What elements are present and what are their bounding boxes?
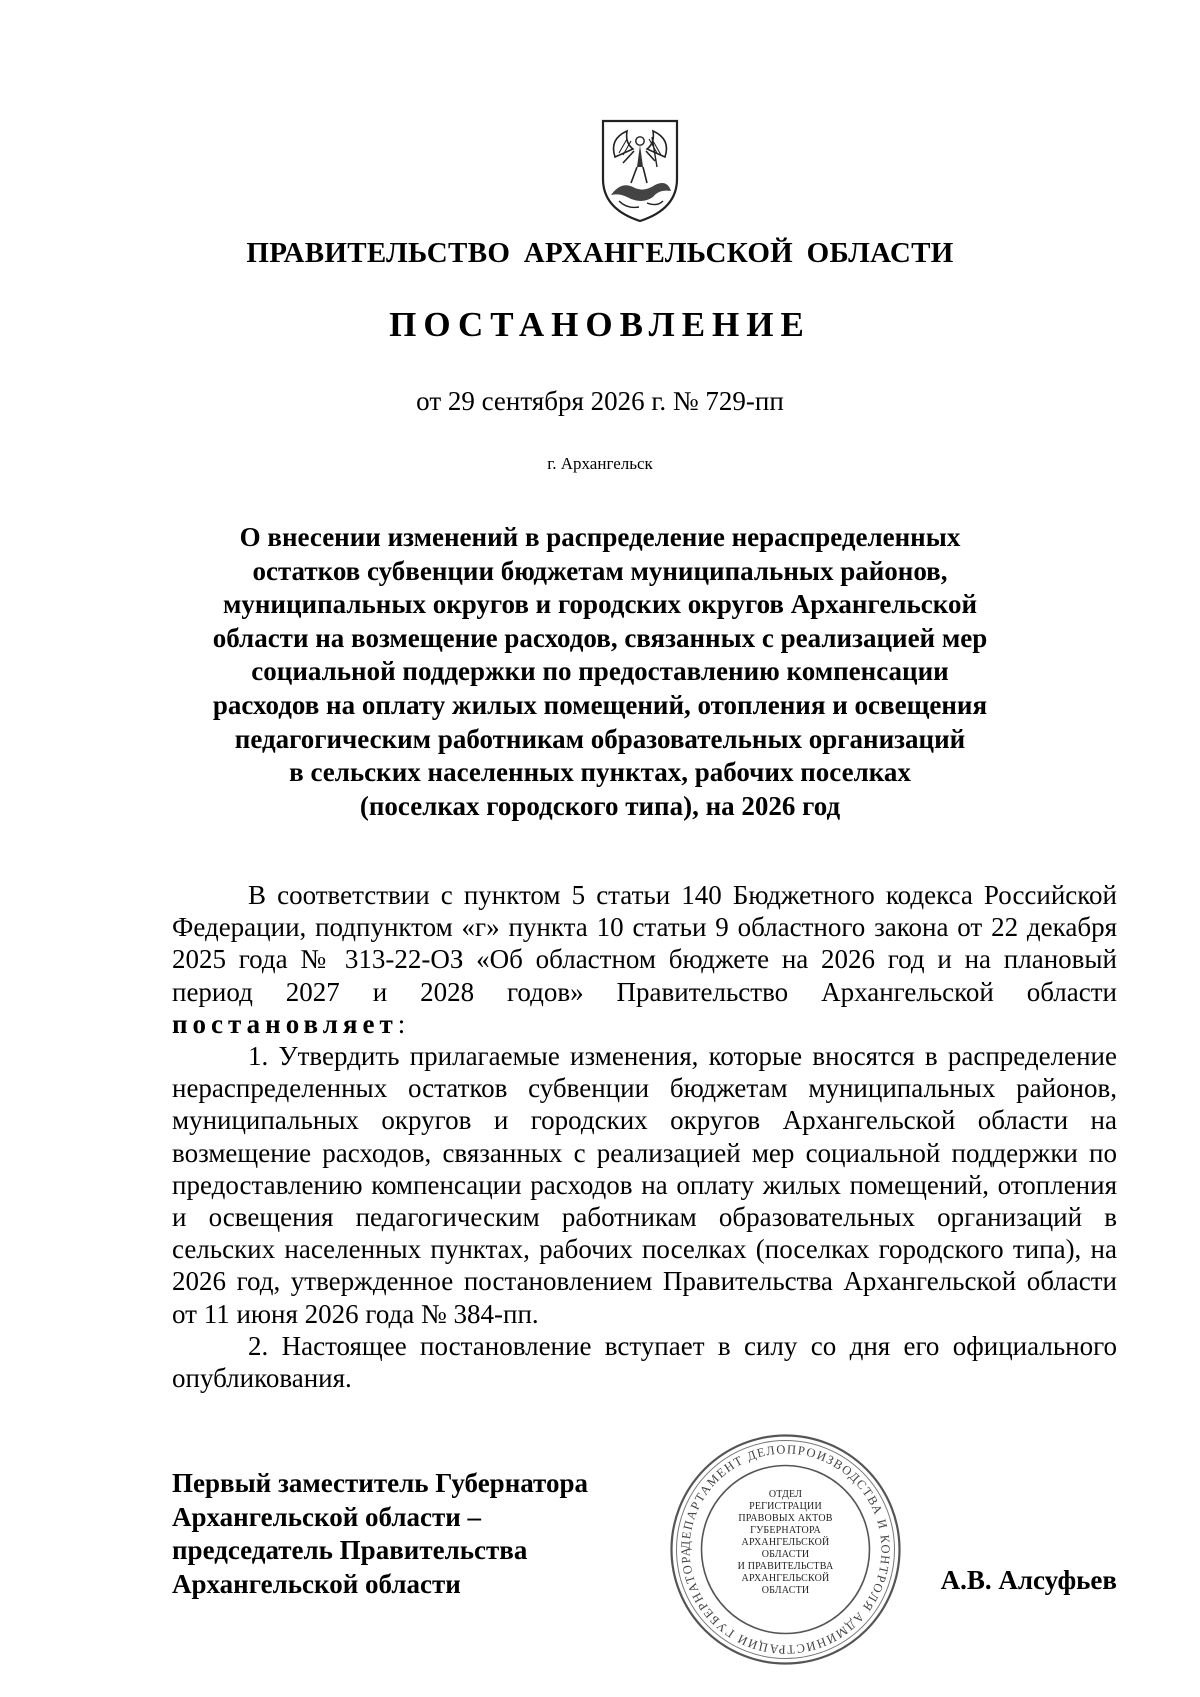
stamp-center-line: ОБЛАСТИ	[761, 1549, 810, 1560]
stamp-center-line: АРХАНГЕЛЬСКОЙ	[741, 1573, 830, 1584]
stamp-center-line: ОБЛАСТИ	[761, 1585, 810, 1596]
title-line: в сельских населенных пунктах, рабочих поселках	[289, 757, 911, 788]
signer-position-line: Первый заместитель Губернатора	[172, 1468, 588, 1498]
document-city: г. Архангельск	[547, 454, 653, 473]
document-type: ПОСТАНОВЛЕНИЕ	[389, 305, 811, 344]
title-line: муниципальных округов и городских округов Архангельской	[222, 589, 978, 620]
coat-of-arms-icon	[597, 117, 683, 225]
title-line: педагогическим работникам образовательных организаций	[234, 723, 966, 754]
preamble-paragraph	[172, 879, 1117, 1040]
coat-of-arms-emblem	[597, 117, 683, 225]
preamble-text: В соответствии с пунктом 5 статьи 140 Бюджетного кодекса Российской Федерации, подпунктом «г» пункта 10 статьи 9 областного закона от 22 декабря 2025 года № 313-22-ОЗ «Об областном бюджете на 2026 год и на плановый период 2027 и 2028 годов» Правительство Архангельской области	[172, 880, 1117, 1007]
document-date-number: от 29 сентября 2026 г. № 729-пп	[416, 386, 784, 416]
title-line: социальной поддержки по предоставлению компенсации	[251, 656, 949, 687]
stamp-center-line: ГУБЕРНАТОРА	[750, 1525, 821, 1536]
resolves-colon: :	[397, 1008, 406, 1039]
signer-name: А.В. Алсуфьев	[940, 1565, 1117, 1595]
stamp-center-line: РЕГИСТРАЦИИ	[749, 1501, 822, 1512]
signer-position-line: председатель Правительства	[172, 1535, 528, 1565]
resolves-word: постановляет	[172, 1008, 398, 1039]
title-line: расходов на оплату жилых помещений, отопления и освещения	[212, 689, 988, 720]
stamp-center-line: ОТДЕЛ	[768, 1489, 803, 1500]
document-title	[200, 521, 1000, 823]
item-1-paragraph: 1. Утвердить прилагаемые изменения, которые вносятся в распределение нераспределенных остатков субвенции бюджетам муниципальных районов, муниципальных округов и городских округов Архангельской области на возмещение расходов, связанных с реализацией мер социальной поддержки по предоставлению компенсации расходов на оплату жилых помещений, отопления и освещения педагогическим работникам образовательных организаций в сельских населенных пунктах, рабочих поселках (поселках городского типа), на 2026 год, утвержденное постановлением Правительства Архангельской области от 11 июня 2026 года № 384-пп.	[172, 1041, 1117, 1329]
stamp-center-line: АРХАНГЕЛЬСКОЙ	[741, 1537, 830, 1548]
stamp-ring-text: ДЕПАРТАМЕНТ ДЕЛОПРОИЗВОДСТВА И КОНТРОЛЯ АДМИНИСТРАЦИИ ГУБЕРНАТОРА	[678, 1442, 893, 1657]
stamp-center-line: И ПРАВИТЕЛЬСТВА	[737, 1561, 834, 1572]
document-body	[172, 879, 1117, 1394]
signer-position-line: Архангельской области	[172, 1568, 461, 1599]
title-line: О внесении изменений в распределение нераспределенных	[239, 522, 961, 552]
organization-name: ПРАВИТЕЛЬСТВО АРХАНГЕЛЬСКОЙ ОБЛАСТИ	[246, 237, 954, 269]
signer-position	[172, 1467, 652, 1601]
title-line: области на возмещение расходов, связанных с реализацией мер	[212, 622, 988, 653]
signer-position-line: Архангельской области –	[172, 1501, 482, 1532]
title-line: остатков субвенции бюджетам муниципальных районов,	[252, 555, 948, 586]
official-stamp	[668, 1432, 903, 1667]
title-line: (поселках городского типа), на 2026 год	[359, 790, 841, 821]
item-2-paragraph: 2. Настоящее постановление вступает в силу со дня его официального опубликования.	[172, 1330, 1117, 1394]
stamp-center-line: ПРАВОВЫХ АКТОВ	[738, 1513, 833, 1524]
